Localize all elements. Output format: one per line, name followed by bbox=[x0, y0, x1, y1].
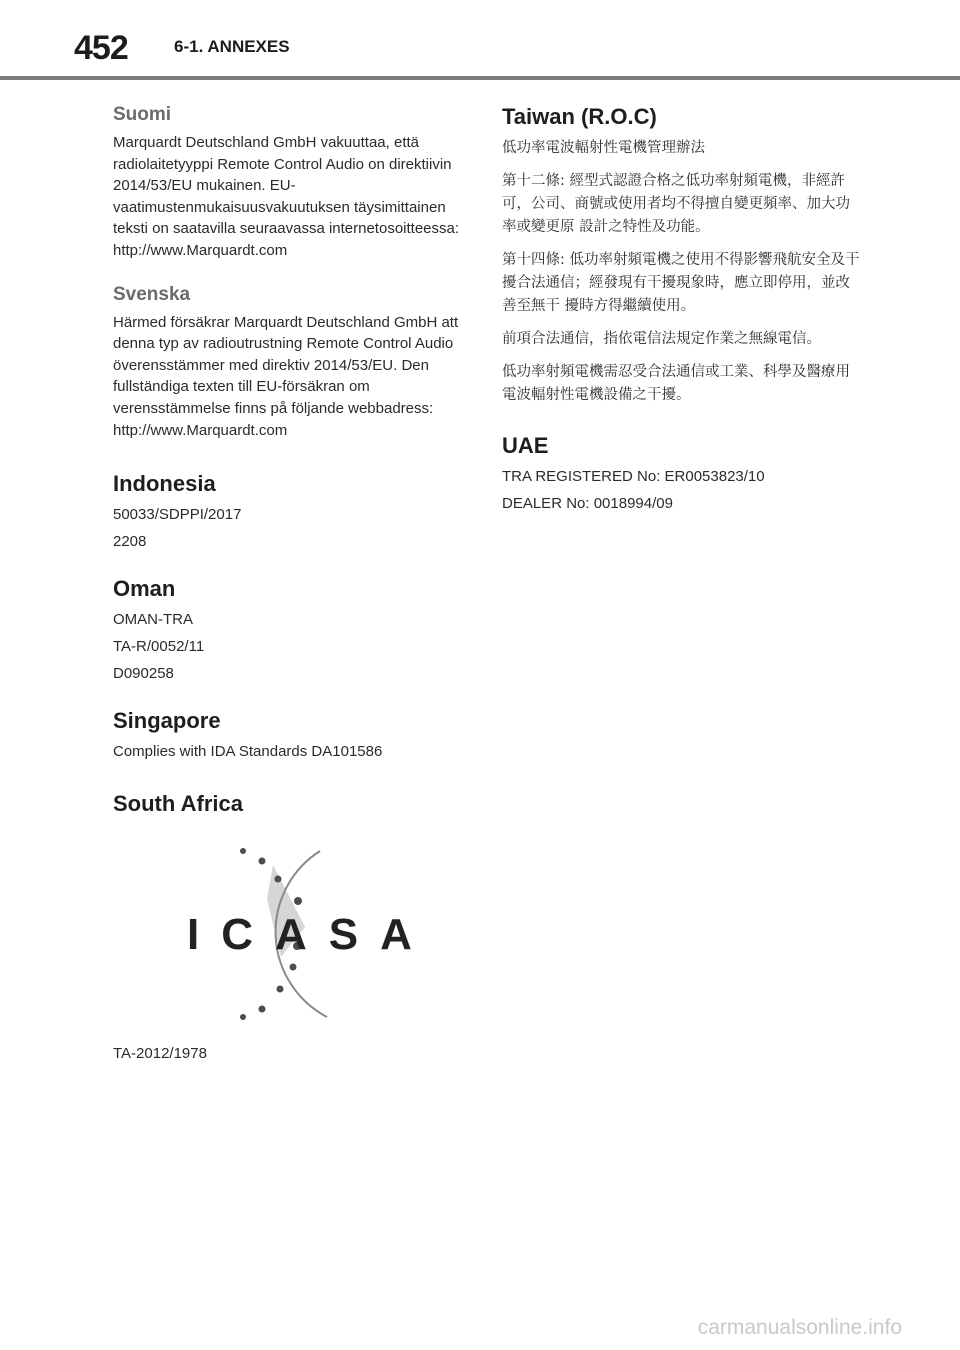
indonesia-line: 2208 bbox=[113, 532, 147, 550]
suomi-text: Marquardt Deutschland GmbH vakuuttaa, että radiolaitetyyppi Remote Control Audio on direktiivin 2014/53/EU mukainen. EU-vaatimustenmukaisuusvakuutuksen täysimittainen teksti on saatavilla seuraavassa internetosoitteessa: http://www.Marquardt.com bbox=[113, 134, 460, 259]
page-number: 452 bbox=[74, 29, 128, 67]
suomi-title: Suomi bbox=[113, 104, 172, 125]
taiwan-paragraph: 第十二條: 經型式認證合格之低功率射頻電機，非經許可，公司、商號或使用者均不得擅自變更頻率、加大功率或變更原 設計之特性及功能。 bbox=[502, 173, 850, 235]
header-rule bbox=[0, 76, 960, 80]
icasa-logo-text: ICASA bbox=[187, 909, 434, 959]
section-indonesia bbox=[113, 471, 468, 552]
oman-line: OMAN-TRA bbox=[113, 611, 193, 629]
uae-title: UAE bbox=[502, 433, 549, 458]
oman-title: Oman bbox=[113, 576, 176, 602]
svenska-title: Svenska bbox=[113, 283, 191, 305]
icasa-logo bbox=[105, 839, 445, 1029]
taiwan-paragraph: 低功率電波輻射性電機管理辦法 bbox=[502, 140, 705, 156]
section-label: 6-1. ANNEXES bbox=[174, 37, 290, 56]
svenska-text: Härmed försäkrar Marquardt Deutschland GmbH att denna typ av radioutrustning Remote Control Audio överensstämmer med direktiv 2014/53/EU. Den fullständiga texten till EU-försäkran om verensstämmelse finns på följande webbadress: http://www.Marquardt.com bbox=[113, 313, 459, 439]
watermark-link[interactable]: carmanualsonline.info bbox=[697, 1316, 902, 1339]
taiwan-paragraph: 前項合法通信，指依電信法規定作業之無線電信。 bbox=[502, 331, 821, 347]
section-svenska bbox=[113, 284, 468, 442]
uae-line: TRA REGISTERED No: ER0053823/10 bbox=[502, 468, 765, 485]
left-column bbox=[113, 104, 468, 1069]
south-africa-title: South Africa bbox=[113, 790, 243, 816]
taiwan-paragraph: 低功率射頻電機需忍受合法通信或工業、科學及醫療用電波輻射性電機設備之干擾。 bbox=[502, 364, 850, 403]
right-column bbox=[502, 104, 862, 519]
section-singapore bbox=[113, 708, 468, 763]
indonesia-title: Indonesia bbox=[113, 471, 216, 497]
section-oman bbox=[113, 576, 468, 684]
page-header bbox=[0, 0, 960, 80]
taiwan-paragraph: 第十四條: 低功率射頻電機之使用不得影響飛航安全及干擾合法通信；經發現有干擾現象時，應立即停用，並改善至無干 擾時方得繼續使用。 bbox=[502, 252, 860, 314]
section-suomi bbox=[113, 104, 468, 262]
oman-line: TA-R/0052/11 bbox=[113, 637, 205, 655]
oman-line: D090258 bbox=[113, 664, 174, 682]
taiwan-title: Taiwan (R.O.C) bbox=[502, 104, 657, 129]
singapore-title: Singapore bbox=[113, 708, 221, 734]
indonesia-line: 50033/SDPPI/2017 bbox=[113, 506, 242, 524]
section-uae bbox=[502, 433, 862, 514]
south-africa-approval: TA-2012/1978 bbox=[113, 1044, 207, 1062]
section-south-africa bbox=[113, 791, 468, 1065]
section-taiwan bbox=[502, 104, 862, 407]
singapore-text: Complies with IDA Standards DA101586 bbox=[113, 743, 383, 761]
uae-line: DEALER No: 0018994/09 bbox=[502, 494, 673, 512]
